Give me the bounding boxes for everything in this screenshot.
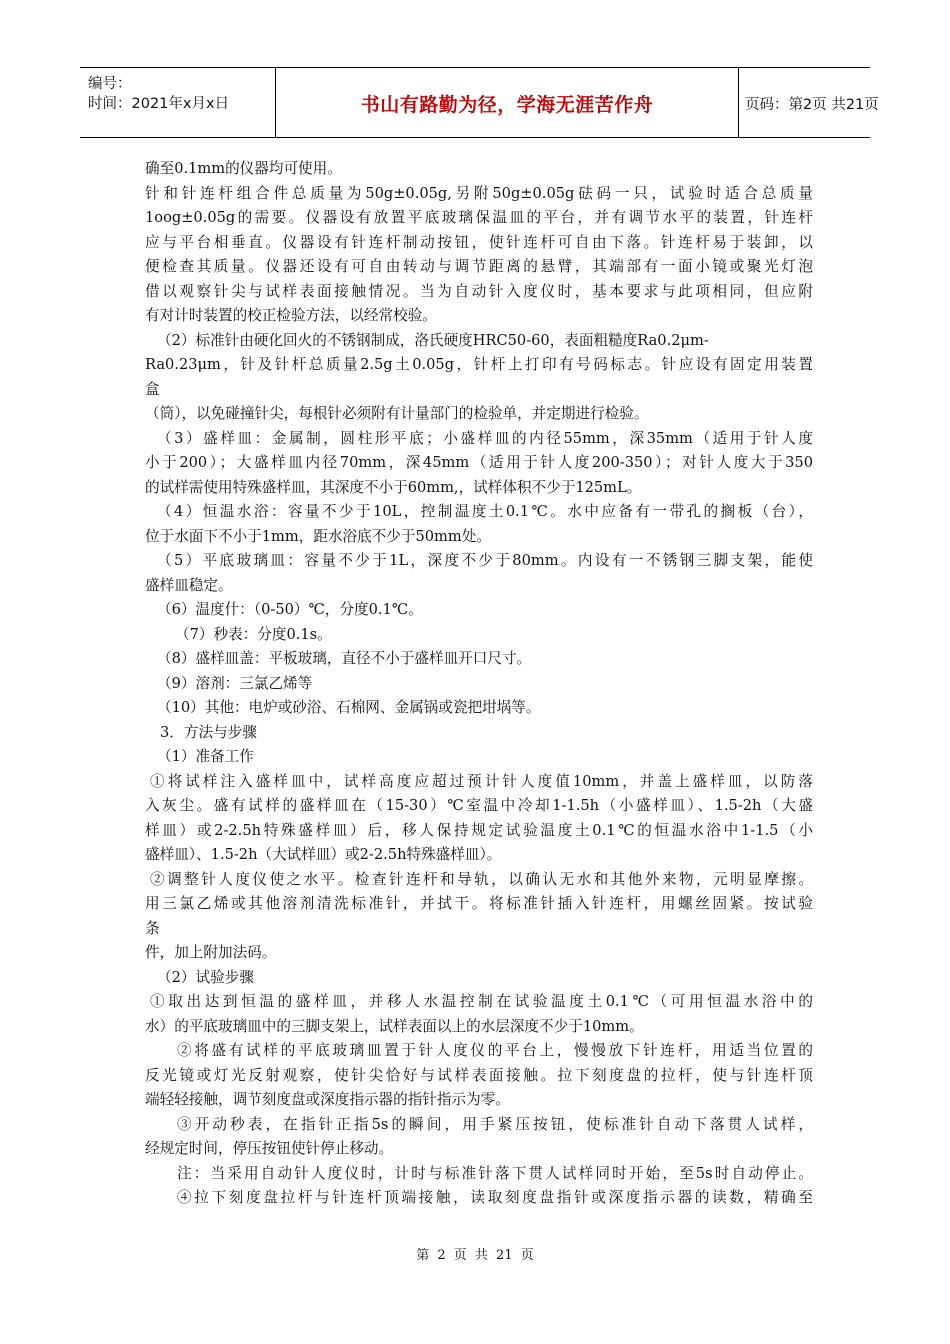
body-text-line: 盒 <box>145 380 160 398</box>
body-text-line: 应与平台相垂直。仪器设有针连杆制动按钮，使针连杆可自由下落。针连杆易于装卸，以 <box>145 233 813 251</box>
header-motto-cell <box>275 68 739 137</box>
body-text-line: （5）平底玻璃皿：容量不少于1L，深度不少于80mm。内设有一不锈钢三脚支架，能使 <box>157 552 813 569</box>
body-text-line: 的试样需使用特殊盛样皿，其深度不小于60mm,，试样体积不少于125mL。 <box>145 478 642 496</box>
body-text-line: （10）其他：电炉或砂浴、石棉网、金属锅或瓷把坩埚等。 <box>157 699 541 716</box>
body-text-line: 样皿）或2-2.5h特殊盛样皿）后，移人保持规定试验温度土0.1℃的恒温水浴中1-1.5（小 <box>145 821 813 839</box>
body-text-line: 条 <box>145 919 160 937</box>
body-text-line: （筒），以免碰撞针尖，每根针必须附有计量部门的检验单，并定期进行检验。 <box>145 405 649 422</box>
body-text-line: （2）标准针由硬化回火的不锈钢制成，洛氏硬度HRC50-60，表面粗糙度Ra0.2μm- <box>157 331 709 349</box>
body-text-line: ①将试样注入盛样皿中，试样高度应超过预计针人度值10mm，并盖上盛样皿，以防落 <box>150 772 813 790</box>
body-text-line: 便检查其质量。仪器还设有可自由转动与调节距离的悬臂，其端部有一面小镜或聚光灯泡 <box>145 258 813 275</box>
page-header <box>80 67 879 138</box>
body-text-line: 经规定时间，停压按钮使针停止移动。 <box>145 1140 394 1157</box>
body-text-line: 位于水面下不小于1mm，距水浴底不少于50mm处。 <box>145 527 491 545</box>
body-text-line: （1）准备工作 <box>157 748 254 765</box>
body-text-line: （7）秒表：分度0.1s。 <box>175 625 332 643</box>
header-page-info: 页码：第2页 共21页 <box>745 97 879 113</box>
body-text-line: ②调整针人度仪使之水平。检查针连杆和导轨，以确认无水和其他外来物，元明显摩擦。 <box>150 870 813 888</box>
body-text-line: 注：当采用自动针人度仪时，计时与标准针落下贯人试样同时开始，至5s时自动停止。 <box>177 1164 813 1182</box>
header-info-cell <box>80 68 275 137</box>
body-text-line: 入灰尘。盛有试样的盛样皿在（15-30）℃室温中冷却1-1.5h（小盛样皿）、1.5-2h（大盛 <box>145 797 813 814</box>
body-text-line: Ra0.23μm，针及针杆总质量2.5g土0.05g，针杆上打印有号码标志。针应设有固定用装置 <box>145 356 813 373</box>
body-text-line: 借以观察针尖与试样表面接触情况。当为自动针入度仪时，基本要求与此项相同，但应附 <box>145 282 813 300</box>
body-text-line: 水）的平底玻璃皿中的三脚支架上，试样表面以上的水层深度不少于10mm。 <box>145 1017 644 1035</box>
page-footer: 第 2 页 共 21 页 <box>416 1248 534 1263</box>
body-text-line: 件，加上附加法码。 <box>145 944 277 961</box>
body-text-line: 反光镜或灯光反射观察，使针尖恰好与试样表面接触。拉下刻度盘的拉杆，使与针连杆顶 <box>145 1066 813 1084</box>
body-text-line: （9）溶剂：三氯乙烯等 <box>157 674 313 692</box>
body-text-line: 有对计时装置的校正检验方法，以经常校验。 <box>145 307 437 324</box>
document-date-label: 时间：2021年x月x日 <box>88 96 230 112</box>
body-text-line: 3．方法与步骤 <box>160 723 257 741</box>
body-text-line: 针和针连杆组合件总质量为50g±0.05g,另附50g±0.05g砝码一只，试验时适合总质量 <box>145 184 813 202</box>
body-text-line: 确至0.1mm的仪器均可使用。 <box>145 160 342 177</box>
body-text-line: ②将盛有试样的平底玻璃皿置于针人度仪的平台上，慢慢放下针连杆，用适当位置的 <box>177 1042 813 1059</box>
body-text-line: （8）盛样皿盖：平板玻璃，直径不小于盛样皿开口尺寸。 <box>157 650 532 667</box>
body-text-line: （4）恒温水浴：容量不少于10L，控制温度土0.1℃。水中应备有一带孔的搁板（台）， <box>157 503 813 520</box>
body-text-line: 小于200）；大盛样皿内径70mm，深45mm（适用于针人度200-350）；对针人度大于350 <box>145 454 813 471</box>
body-text-line: 端轻轻接触，调节刻度盘或深度指示器的指针指示为零。 <box>145 1091 510 1108</box>
body-text-line: ①取出达到恒温的盛样皿，并移人水温控制在试验温度土0.1℃（可用恒温水浴中的 <box>150 993 813 1010</box>
body-text-line: （6）温度什：（0-50）℃，分度0.1℃。 <box>157 601 423 618</box>
body-text-line: （3）盛样皿：金属制，圆柱形平底；小盛样皿的内径55mm，深35mm（适用于针人度 <box>157 429 813 447</box>
body-text-line: 盛样皿稳定。 <box>145 576 233 594</box>
body-text-line: 用三氯乙烯或其他溶剂清洗标准针，并拭干。将标准针插入针连杆，用螺丝固紧。按试验 <box>145 895 813 912</box>
body-text-line: 盛样皿）、1.5-2h（大试样皿）或2-2.5h特殊盛样皿）。 <box>145 846 502 863</box>
body-text-line: ③开动秒表，在指针正指5s的瞬间，用手紧压按钮，使标准针自动下落贯人试样， <box>177 1115 813 1133</box>
header-motto: 书山有路勤为径，学海无涯苦作舟 <box>360 94 654 116</box>
body-text-line: 1oog±0.05g的需要。仪器设有放置平底玻璃保温皿的平台，并有调节水平的装置，针连杆 <box>145 209 813 226</box>
header-page-cell <box>737 68 879 137</box>
body-text-line: （2）试验步骤 <box>157 968 254 986</box>
document-code-label: 编号： <box>88 76 132 92</box>
document-body <box>145 157 813 1211</box>
body-text-line: ④拉下刻度盘拉杆与针连杆顶端接触，读取刻度盘指针或深度指示器的读数，精确至 <box>177 1189 813 1206</box>
